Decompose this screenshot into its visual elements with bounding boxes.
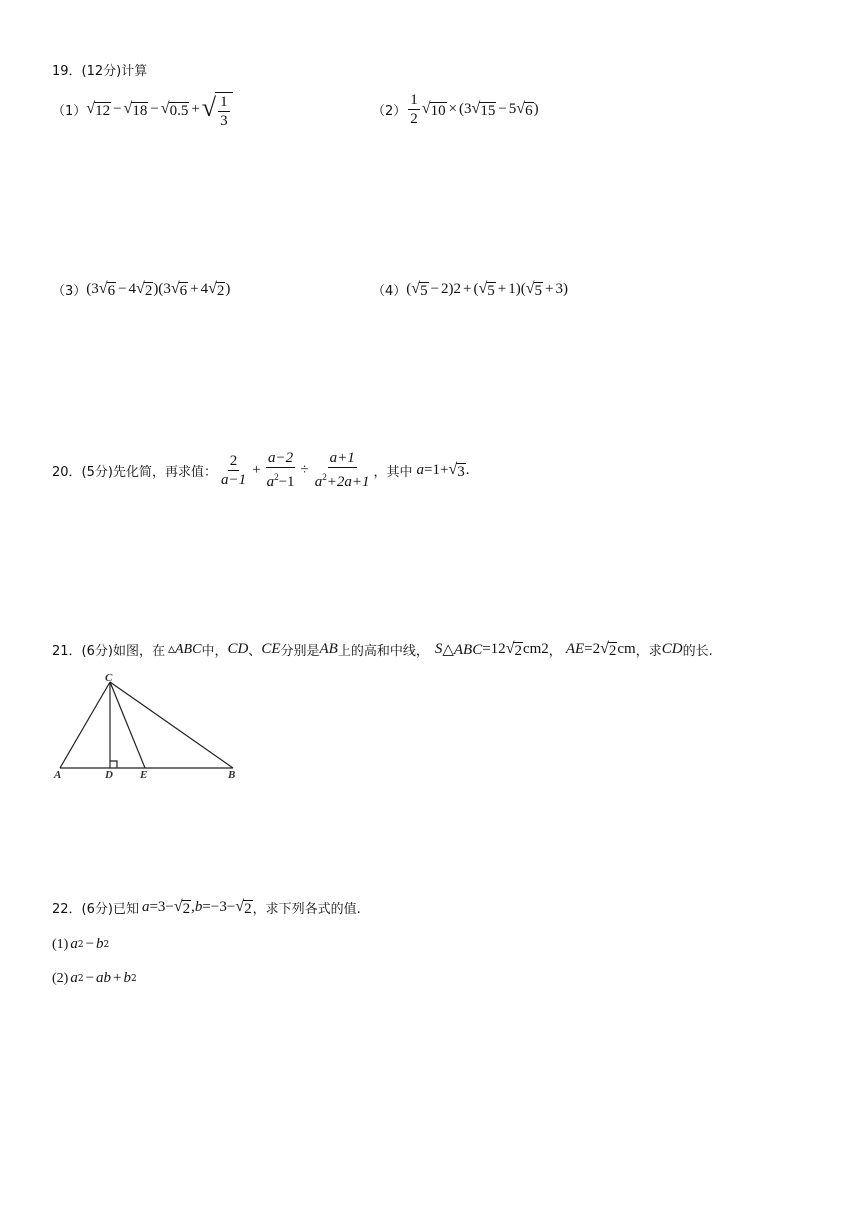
label-c: C	[105, 672, 113, 684]
q19-part1: （1） √ 12 − √ 18 − √ 0.5 + √ $\frac{1}{3}$	[52, 90, 233, 129]
label-a: A	[54, 769, 62, 781]
segment-ac	[60, 682, 110, 768]
q19-header: 19．(12分)计算	[52, 64, 148, 79]
sqrt: √ 18	[123, 100, 148, 119]
label-e: E	[140, 769, 148, 781]
q21-line: 21．(6分)如图，在 ▵ABC 中， CD 、 CE 分别是 AB 上的高和中线， S △ABC =12 √ 2 cm 2 ， AE =2 √ 2 cm ，求 CD 的长.	[52, 640, 713, 659]
sqrt: √ 12	[86, 100, 111, 119]
fraction-2: $\frac{a-2}{a^2-1}$	[266, 450, 295, 490]
q19-part3: （3） ( 3 √ 6 − 4 √ 2 )( 3 √ 6 + 4 √ 2 )	[52, 280, 231, 299]
fraction: $\frac{1}{2}$	[410, 92, 418, 127]
right-angle-mark	[110, 761, 117, 768]
label-d: D	[105, 769, 113, 781]
sqrt-fraction: √ $\frac{1}{3}$	[202, 90, 233, 129]
q19-part4: （4） ( √ 5 − 2 ) 2 + ( √ 5 + 1 )( √ 5 + 3 )	[372, 280, 568, 299]
q19-part2: （2） $\frac{1}{2}$ √ 10 × ( 3 √ 15 − 5 √ 6 )	[372, 92, 539, 127]
label-b: B	[228, 769, 236, 781]
fraction-3: $\frac{a+1}{a^2+2a+1}$	[314, 450, 370, 490]
segment-cb	[110, 682, 233, 768]
sqrt: √ 0.5	[160, 100, 189, 119]
q22-line: 22．(6分)已知 a =3− √ 2 , b =−3− √ 2 ，求下列各式的值.	[52, 898, 361, 917]
q22-part1: (1) a 2 − b 2	[52, 936, 110, 952]
triangle-figure	[50, 672, 250, 784]
q22-part2: (2) a 2 − ab + b 2	[52, 970, 137, 986]
fraction-1: $\frac{2}{a-1}$	[220, 452, 247, 488]
q20-line: 20．(5分)先化简，再求值： $\frac{2}{a-1}$ + $\frac{a-2}{a^2-1}$ ÷ $\frac{a+1}{a^2+2a+1}$ ，其中 a =1+ √ 3 .	[52, 450, 470, 490]
